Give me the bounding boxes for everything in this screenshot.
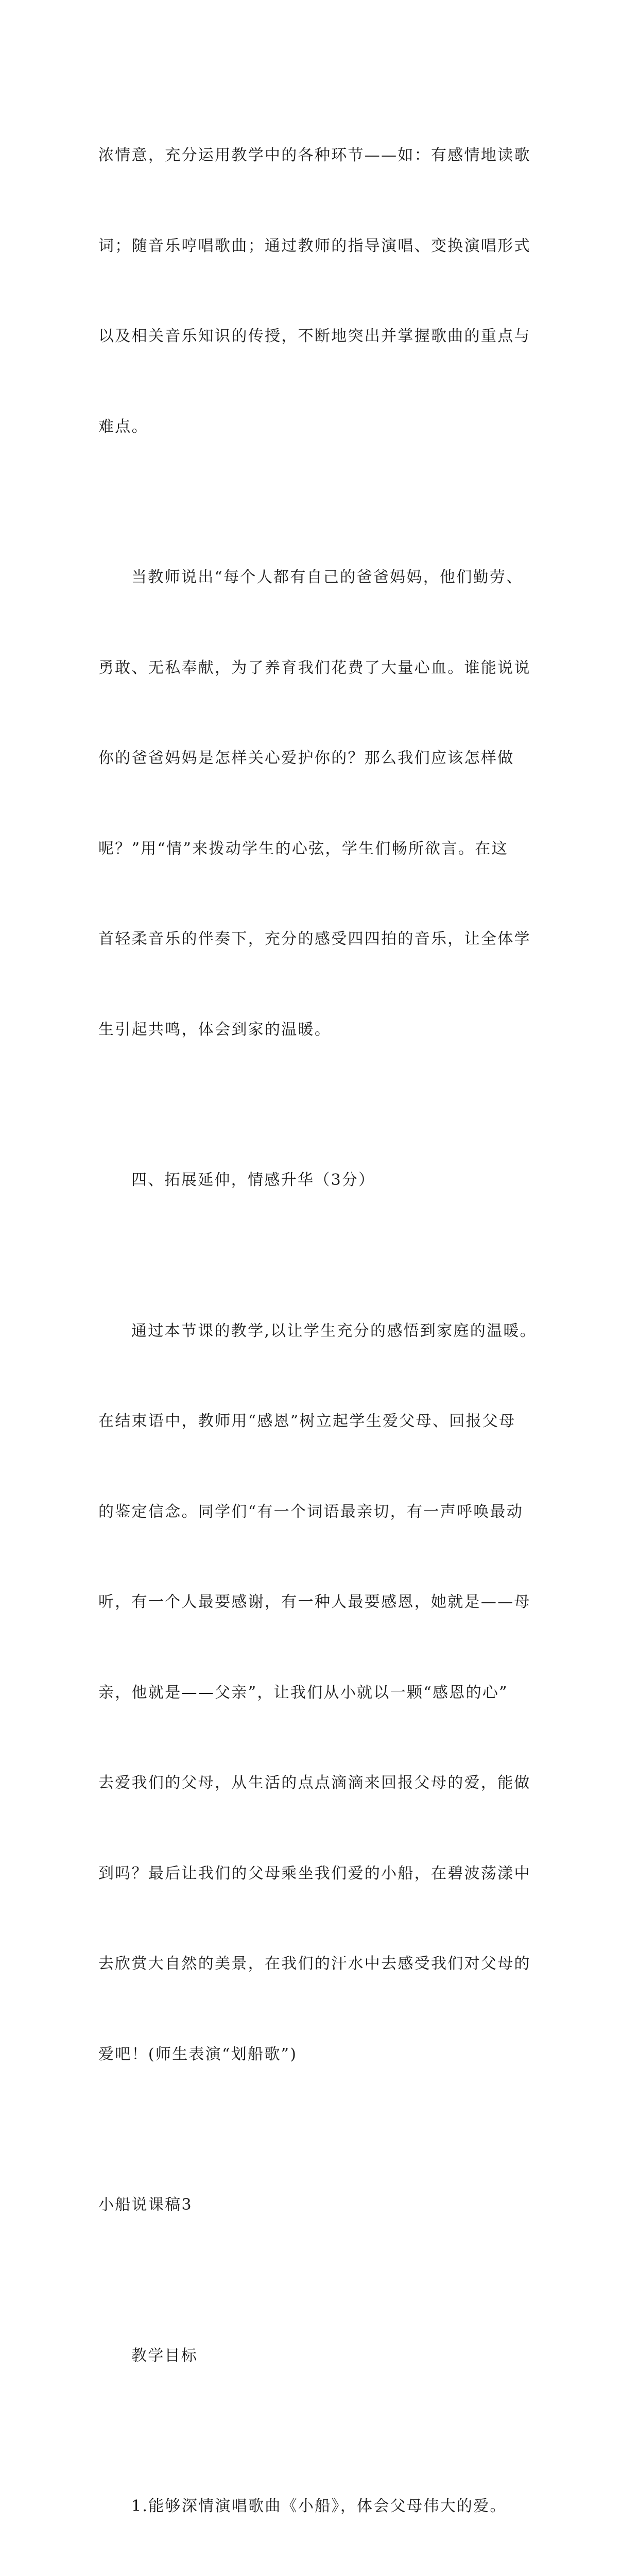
text-line: 在结束语中，教师用“感恩”树立起学生爱父母、回报父母 bbox=[98, 1412, 516, 1430]
text-line: 通过本节课的教学,以让学生充分的感悟到家庭的温暖。 bbox=[131, 1321, 537, 1340]
text-line: 当教师说出“每个人都有自己的爸爸妈妈，他们勤劳、 bbox=[131, 568, 523, 586]
text-line: 爱吧！(师生表演“划船歌”) bbox=[98, 2045, 298, 2063]
text-line: 教学目标 bbox=[131, 2346, 198, 2365]
text-line: 首轻柔音乐的伴奏下，充分的感受四四拍的音乐，让全体学 bbox=[98, 930, 531, 948]
document-title bbox=[98, 2130, 551, 2281]
list-item-1 bbox=[98, 2431, 551, 2576]
text-line: 呢？”用“情”来拨动学生的心弦，学生们畅所欲言。在这 bbox=[98, 839, 508, 858]
section-heading-4 bbox=[98, 1105, 551, 1256]
title-text: 小船说课稿3 bbox=[98, 2196, 193, 2214]
paragraph-1 bbox=[98, 80, 551, 502]
text-line: 勇敢、无私奉献，为了养育我们花费了大量心血。谁能说说 bbox=[98, 658, 531, 677]
text-line: 的鉴定信念。同学们“有一个词语最亲切，有一声呼唤最动 bbox=[98, 1502, 524, 1521]
text-line: 生引起共鸣，体会到家的温暖。 bbox=[98, 1020, 332, 1039]
text-line: 以及相关音乐知识的传授，不断地突出并掌握歌曲的重点与 bbox=[98, 327, 531, 345]
text-line: 你的爸爸妈妈是怎样关心爱护你的？那么我们应该怎样做 bbox=[98, 749, 514, 767]
text-line: 难点。 bbox=[98, 417, 148, 436]
section-heading-objectives bbox=[98, 2281, 551, 2432]
text-line: 四、拓展延伸，情感升华（3分） bbox=[131, 1171, 375, 1189]
text-line: 去爱我们的父母，从生活的点点滴滴来回报父母的爱，能做 bbox=[98, 1774, 531, 1792]
paragraph-4 bbox=[98, 1256, 551, 2130]
text-line: 到吗？最后让我们的父母乘坐我们爱的小船，在碧波荡漾中 bbox=[98, 1864, 531, 1883]
text-line: 听，有一个人最要感谢，有一种人最要感恩，她就是——母 bbox=[98, 1593, 531, 1611]
text-line: 词；随音乐哼唱歌曲；通过教师的指导演唱、变换演唱形式 bbox=[98, 236, 531, 255]
text-line: 1.能够深情演唱歌曲《小船》，体会父母伟大的爱。 bbox=[131, 2497, 507, 2515]
text-line: 浓情意，充分运用教学中的各种环节——如：有感情地读歌 bbox=[98, 146, 531, 164]
text-line: 亲，他就是——父亲”，让我们从小就以一颗“感恩的心” bbox=[98, 1683, 508, 1702]
document-body bbox=[98, 80, 551, 2576]
paragraph-2 bbox=[98, 502, 551, 1105]
text-line: 去欣赏大自然的美景，在我们的汗水中去感受我们对父母的 bbox=[98, 1955, 531, 1973]
